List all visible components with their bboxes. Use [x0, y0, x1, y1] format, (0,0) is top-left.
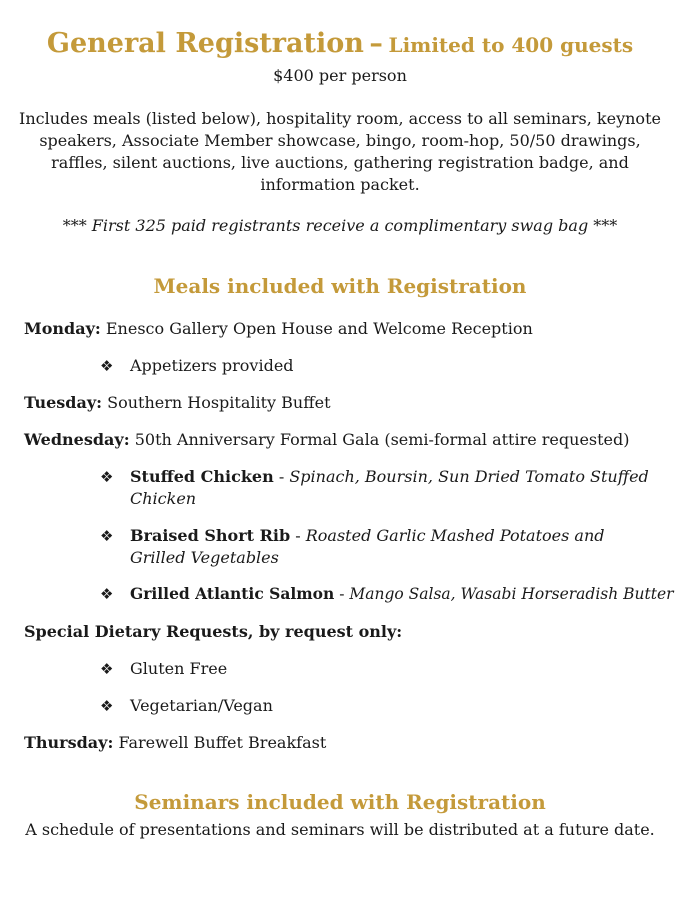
title-dash: – [369, 28, 383, 59]
dish-description: Roasted Garlic Mashed Potatoes and Grilled Vegetables [130, 526, 605, 567]
monday-item: Appetizers provided [130, 356, 294, 375]
diamond-bullet-icon: ❖ [100, 468, 114, 486]
diamond-bullet-icon: ❖ [100, 357, 114, 375]
tuesday-event: Southern Hospitality Buffet [107, 393, 331, 412]
list-item [100, 525, 660, 569]
dietary-item: Gluten Free [130, 659, 228, 678]
dish-separator: - [273, 467, 290, 486]
list-item [100, 466, 660, 510]
price-text: $400 per person [273, 66, 407, 85]
title-sub: Limited to 400 guests [388, 33, 634, 57]
dietary-label: Special Dietary Requests, by request only: [24, 622, 403, 641]
wednesday-event: 50th Anniversary Formal Gala (semi-formal attire requested) [134, 430, 630, 449]
wednesday-label: Wednesday: [24, 430, 130, 449]
thursday-event: Farewell Buffet Breakfast [118, 733, 327, 752]
seminars-heading: Seminars included with Registration [134, 790, 546, 814]
dish-description: Mango Salsa, Wasabi Horseradish Butter [349, 585, 674, 603]
dish-name: Stuffed Chicken [130, 467, 274, 486]
tuesday-label: Tuesday: [24, 393, 103, 412]
list-item [100, 695, 660, 717]
list-item [100, 583, 672, 605]
dietary-item: Vegetarian/Vegan [130, 696, 273, 715]
monday-label: Monday: [24, 319, 101, 338]
dish-separator: - [334, 585, 350, 603]
dietary-row [24, 621, 666, 643]
dish-separator: - [290, 526, 306, 545]
diamond-bullet-icon: ❖ [100, 697, 114, 715]
page-title [0, 30, 680, 57]
monday-event: Enesco Gallery Open House and Welcome Reception [105, 319, 533, 338]
thursday-label: Thursday: [24, 733, 114, 752]
title-main: General Registration [46, 28, 364, 59]
tuesday-row [24, 392, 666, 414]
list-item [100, 355, 660, 377]
dish-name: Grilled Atlantic Salmon [130, 584, 335, 603]
seminars-text: A schedule of presentations and seminars will be distributed at a future date. [25, 820, 655, 839]
diamond-bullet-icon: ❖ [100, 660, 114, 678]
wednesday-row [24, 429, 666, 451]
dish-name: Braised Short Rib [130, 526, 291, 545]
swag-note: *** First 325 paid registrants receive a complimentary swag bag *** [62, 216, 618, 235]
thursday-row [24, 732, 666, 754]
list-item [100, 658, 660, 680]
monday-row [24, 318, 666, 340]
dish-description: Spinach, Boursin, Sun Dried Tomato Stuffed Chicken [130, 467, 649, 508]
diamond-bullet-icon: ❖ [100, 585, 114, 603]
diamond-bullet-icon: ❖ [100, 527, 114, 545]
includes-text: Includes meals (listed below), hospitality room, access to all seminars, keynote speakers, Associate Member showcase, bingo, room-hop, 50/50 drawings, raffles, silent auctions, live auctions, gathering registration badge, and information packet. [19, 109, 661, 194]
meals-heading: Meals included with Registration [153, 274, 527, 298]
